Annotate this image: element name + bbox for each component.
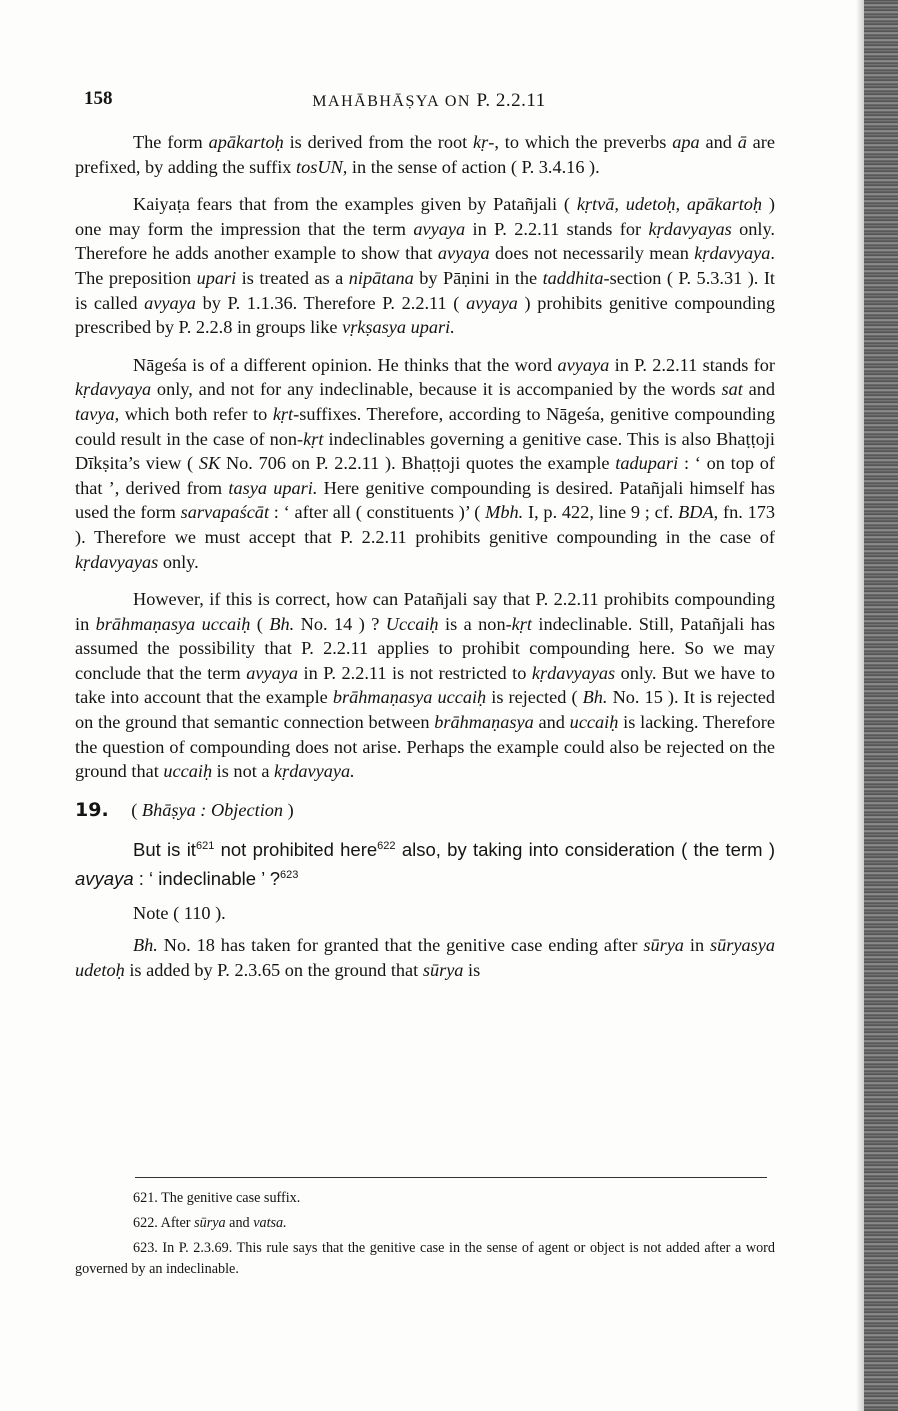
note-label: Note ( 110 ). [133, 902, 226, 923]
main-text [75, 130, 775, 996]
footnote-separator [135, 1177, 767, 1178]
page-number: 158 [84, 88, 113, 109]
book-spine-edge [864, 0, 898, 1411]
running-title-text: MAHĀBHĀṢYA ON [312, 93, 471, 110]
footnote-621: 621. The genitive case suffix. [133, 1190, 301, 1206]
running-title-rule: P. 2.2.11 [476, 90, 546, 111]
footnote-623: 623. In P. 2.3.69. This rule says that the genitive case in the sense of agent or object is not added after a word governed by an indeclinable. [75, 1240, 775, 1277]
paragraph-apakartoh: The form apākartoḥ is derived from the root kṛ-, to which the preverbs apa and ā are prefixed, by adding the suffix tosUN, in the sense of action ( P. 3.4.16 ). [75, 132, 775, 177]
page-header [84, 88, 774, 118]
section-number: 19. [75, 798, 109, 821]
section-label: ( Bhāṣya : Objection ) [131, 799, 294, 820]
bhasya-text: But is $it^{621}$ not prohibited here$^{622}$ also, by taking into consideration ( the term ) avyaya : ‘ indeclinable ’ ?$^{623}$ [75, 839, 775, 889]
note-text: Bh. No. 18 has taken for granted that the genitive case ending after sūrya in sūryasya udetoḥ is added by P. 2.3.65 on the ground that sūrya is [75, 935, 775, 980]
footnote-622: 622. After sūrya and vatsa. [133, 1215, 287, 1231]
page-shadow [856, 0, 864, 1411]
section-heading [75, 798, 775, 823]
running-title [84, 90, 774, 112]
paragraph-kaiyata: Kaiyaṭa fears that from the examples given by Patañjali ( kṛtvā, udetoḥ, apākartoḥ ) one may form the impression that the term avyaya in P. 2.2.11 stands for kṛdavyayas only. Therefore he adds another example to show that avyaya does not necessarily mean kṛdavyaya. The preposition upari is treated as a nipātana by Pāṇini in the taddhita-section ( P. 5.3.31 ). It is called avyaya by P. 1.1.36. Therefore P. 2.2.11 ( avyaya ) prohibits genitive compounding prescribed by P. 2.2.8 in groups like vṛkṣasya upari. [75, 194, 775, 338]
paragraph-nagesa: Nāgeśa is of a different opinion. He thinks that the word avyaya in P. 2.2.11 stands for kṛdavyaya only, and not for any indeclinable, because it is accompanied by the words sat and tavya, which both refer to kṛt-suffixes. Therefore, according to Nāgeśa, genitive compounding could result in the case of non-kṛt indeclinables governing a genitive case. This is also Bhaṭṭoji Dīkṣita’s view ( SK No. 706 on P. 2.2.11 ). Bhaṭṭoji quotes the example tadupari : ‘ on top of that ’, derived from tasya upari. Here genitive compounding is desired. Patañjali himself has used the form sarvapaścāt : ‘ after all ( constituents )’ ( Mbh. I, p. 422, line 9 ; cf. BDA, fn. 173 ). Therefore we must accept that P. 2.2.11 prohibits genitive compounding in the case of kṛdavyayas only. [75, 354, 776, 572]
paragraph-however: However, if this is correct, how can Patañjali say that P. 2.2.11 prohibits compounding in brāhmaṇasya uccaiḥ ( Bh. No. 14 ) ? Uccaiḥ is a non-kṛt indeclinable. Still, Patañjali has assumed the possibility that P. 2.2.11 applies to prohibit compounding here. So we may conclude that the term avyaya in P. 2.2.11 is not restricted to kṛdavyayas only. But we have to take into account that the example brāhmaṇasya uccaiḥ is rejected ( Bh. No. 15 ). It is rejected on the ground that semantic connection between brāhmaṇasya and uccaiḥ is lacking. Therefore the question of compounding does not arise. Perhaps the example could also be rejected on the ground that uccaiḥ is not a kṛdavyaya. [75, 589, 776, 782]
